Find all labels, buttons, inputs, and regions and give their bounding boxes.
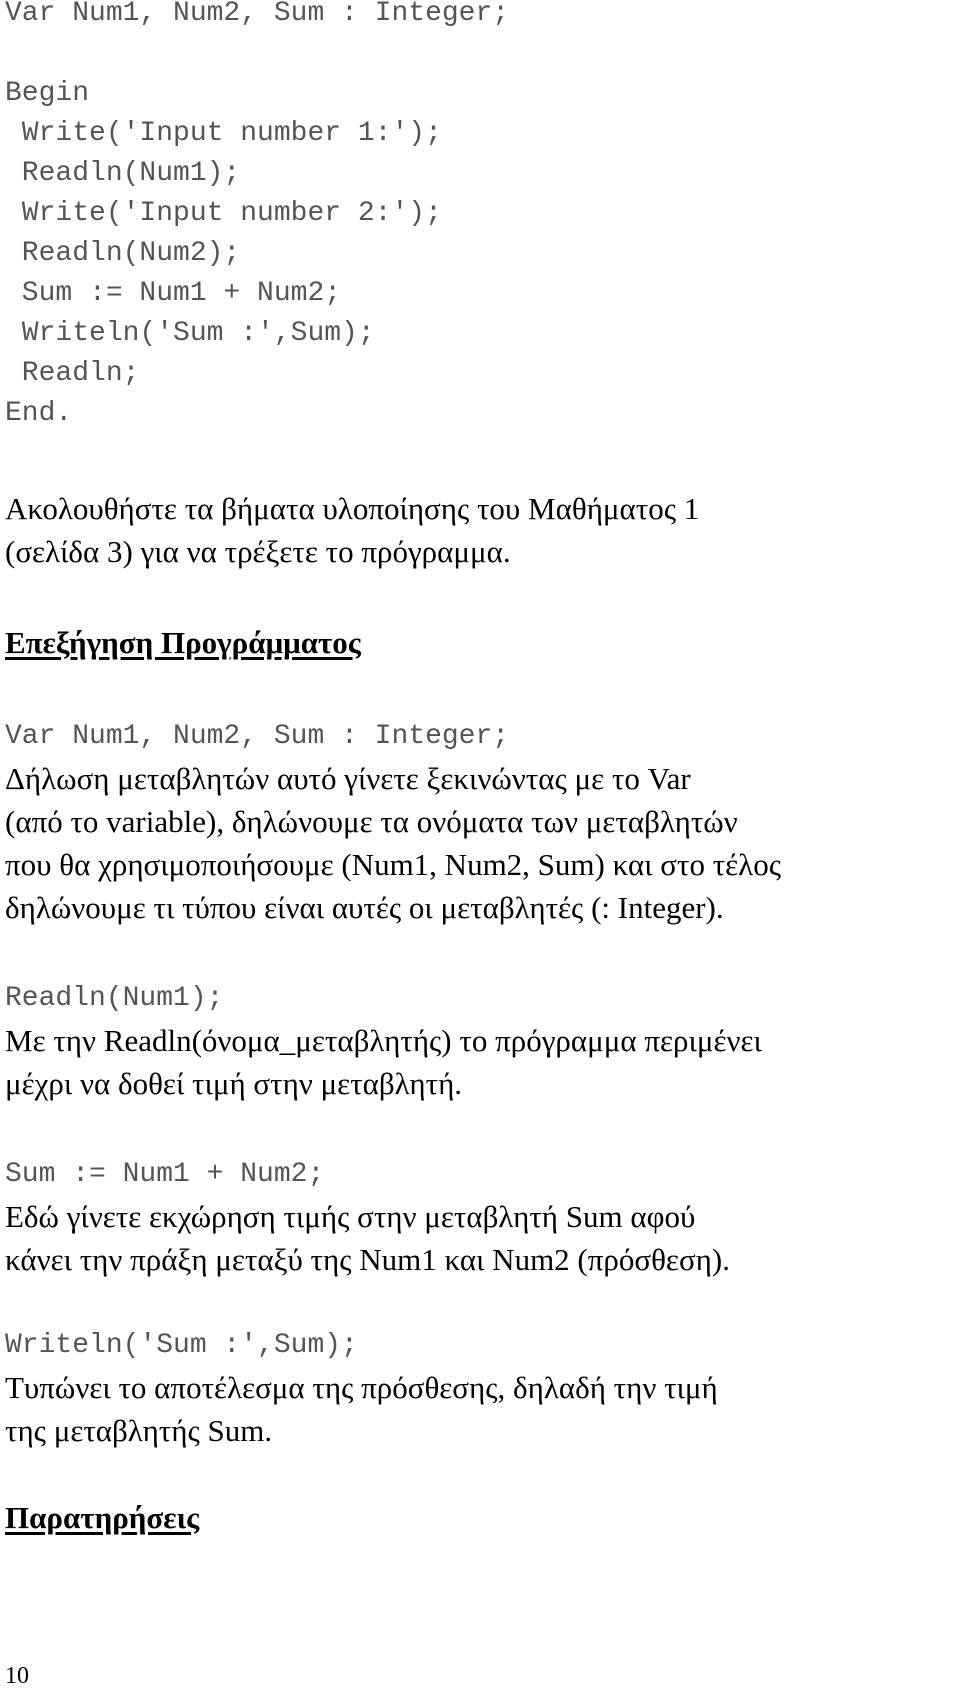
explanation-text-line: Με την Readln(όνομα_μεταβλητής) το πρόγραμμα περιμένει [5, 1023, 762, 1058]
explanation-item [5, 1326, 718, 1452]
explanation-section [5, 621, 361, 664]
instruction-line: (σελίδα 3) για να τρέξετε το πρόγραμμα. [5, 534, 511, 569]
remarks-heading: Παρατηρήσεις [5, 1500, 200, 1535]
explanation-item [5, 979, 762, 1105]
remarks-section [5, 1496, 199, 1539]
explanation-item [5, 717, 781, 929]
code-line: Readln; [5, 358, 140, 389]
explanation-text-line: κάνει την πράξη μεταξύ της Num1 και Num2 (πρόσθεση). [5, 1242, 730, 1277]
explanation-text-line: δηλώνουμε τι τύπου είναι αυτές οι μεταβλητές (: Integer). [5, 890, 724, 925]
instruction-line: Ακολουθήστε τα βήματα υλοποίησης του Μαθήματος 1 [5, 491, 700, 526]
explanation-text-line: μέχρι να δοθεί τιμή στην μεταβλητή. [5, 1066, 463, 1101]
code-line: Readln(Num2); [5, 238, 241, 269]
code-line: Write('Input number 2:'); [5, 198, 442, 229]
code-line: Write('Input number 1:'); [5, 118, 442, 149]
explanation-text-line: Δήλωση μεταβλητών αυτό γίνετε ξεκινώντας με το Var [5, 761, 691, 796]
explanation-heading: Επεξήγηση Προγράμματος [5, 625, 361, 660]
code-line: Readln(Num1); [5, 158, 241, 189]
page-number: 10 [5, 1663, 29, 1689]
explanation-text-line: Τυπώνει το αποτέλεσμα της πρόσθεσης, δηλαδή την τιμή [5, 1370, 718, 1405]
code-line [5, 34, 509, 74]
explanation-code: Var Num1, Num2, Sum : Integer; [5, 721, 510, 752]
code-line: Writeln('Sum :',Sum); [5, 318, 375, 349]
explanation-code: Writeln('Sum :',Sum); [5, 1330, 358, 1361]
explanation-code: Sum := Num1 + Num2; [5, 1159, 325, 1190]
instruction-paragraph [5, 487, 699, 573]
explanation-text-line: Εδώ γίνετε εκχώρηση τιμής στην μεταβλητή Sum αφού [5, 1199, 696, 1234]
program-listing [5, 0, 509, 434]
explanation-text-line: που θα χρησιμοποιήσουμε (Num1, Num2, Sum) και στο τέλος [5, 847, 781, 882]
explanation-text-line: (από το variable), δηλώνουμε τα ονόματα των μεταβλητών [5, 804, 738, 839]
code-line: Var Num1, Num2, Sum : Integer; [5, 0, 510, 29]
explanation-code: Readln(Num1); [5, 983, 224, 1014]
code-line: End. [5, 398, 73, 429]
explanation-text-line: της μεταβλητής Sum. [5, 1413, 273, 1448]
explanation-item [5, 1155, 730, 1281]
code-line: Begin [5, 78, 90, 109]
code-line: Sum := Num1 + Num2; [5, 278, 342, 309]
